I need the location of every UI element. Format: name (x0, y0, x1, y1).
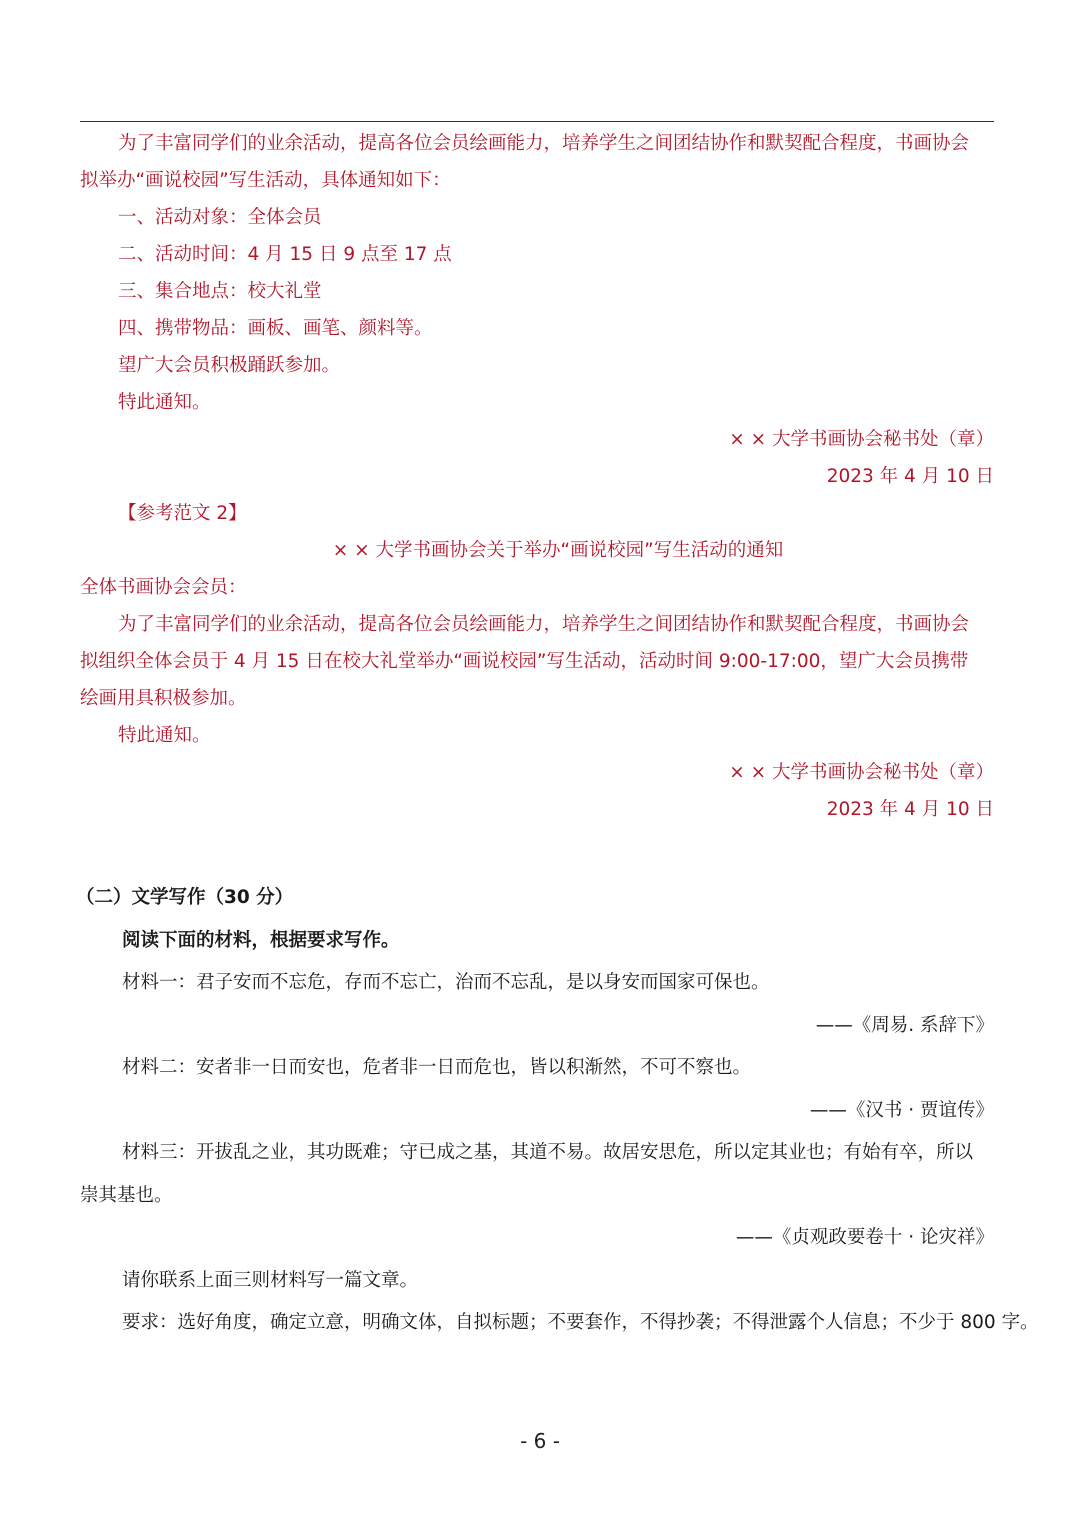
sample1-item4: 四、携带物品：画板、画笔、颜料等。 (118, 318, 433, 339)
sample1-call: 望广大会员积极踊跃参加。 (118, 355, 341, 376)
header-rule (80, 121, 994, 122)
page-number: - 6 - (520, 1429, 560, 1453)
writing-instruction: 阅读下面的材料，根据要求写作。 (122, 930, 400, 951)
sample1-date: 2023 年 4 月 10 日 (826, 466, 994, 487)
sample1-item3: 三、集合地点：校大礼堂 (118, 281, 322, 302)
material1-source: ——《周易. 系辞下》 (815, 1015, 994, 1036)
sample1-intro-line2: 拟举办“画说校园”写生活动，具体通知如下： (80, 170, 451, 191)
material2-source: ——《汉书 · 贾谊传》 (809, 1100, 994, 1121)
writing-requirements: 要求：选好角度，确定立意，明确文体，自拟标题；不要套作，不得抄袭；不得泄露个人信息；不少于 800 字。 (122, 1312, 1039, 1333)
sample2-label: 【参考范文 2】 (118, 503, 247, 524)
sample2-body-line3: 绘画用具积极参加。 (80, 688, 247, 709)
sample2-signature: × × 大学书画协会秘书处（章） (729, 762, 994, 783)
material2-line (122, 1055, 751, 1081)
material3-line1 (122, 1140, 973, 1166)
material1-label: 材料一： (122, 972, 197, 993)
writing-task: 请你联系上面三则材料写一篇文章。 (122, 1270, 419, 1291)
sample1-signature: × × 大学书画协会秘书处（章） (729, 429, 994, 450)
material3-text-line2: 崇其基也。 (80, 1185, 173, 1206)
sample2-title: × × 大学书画协会关于举办“画说校园”写生活动的通知 (332, 540, 784, 561)
sample1-intro-line1: 为了丰富同学们的业余活动，提高各位会员绘画能力，培养学生之间团结协作和默契配合程度，书画协会 (118, 133, 970, 154)
sample1-item2: 二、活动时间：4 月 15 日 9 点至 17 点 (118, 244, 452, 265)
sample2-body-line2: 拟组织全体会员于 4 月 15 日在校大礼堂举办“画说校园”写生活动，活动时间 9:00-17:00，望广大会员携带 (80, 651, 969, 672)
sample2-date: 2023 年 4 月 10 日 (826, 799, 994, 820)
material3-text-line1: 开拔乱之业，其功既难；守已成之基，其道不易。故居安思危，所以定其业也；有始有卒，所以 (196, 1142, 974, 1163)
material1-text: 君子安而不忘危，存而不忘亡，治而不忘乱，是以身安而国家可保也。 (196, 972, 770, 993)
material2-text: 安者非一日而安也，危者非一日而危也，皆以积渐然，不可不察也。 (196, 1057, 752, 1078)
material2-label: 材料二： (122, 1057, 197, 1078)
sample2-body-line1: 为了丰富同学们的业余活动，提高各位会员绘画能力，培养学生之间团结协作和默契配合程度，书画协会 (118, 614, 970, 635)
material3-source: ——《贞观政要卷十 · 论灾祥》 (735, 1227, 994, 1248)
material1-line (122, 970, 770, 996)
sample1-closing: 特此通知。 (118, 392, 211, 413)
sample2-salutation: 全体书画协会会员： (80, 577, 247, 598)
sample2-closing: 特此通知。 (118, 725, 211, 746)
material3-label: 材料三： (122, 1142, 197, 1163)
sample1-item1: 一、活动对象：全体会员 (118, 207, 322, 228)
writing-heading: （二）文学写作（30 分） (76, 887, 294, 908)
